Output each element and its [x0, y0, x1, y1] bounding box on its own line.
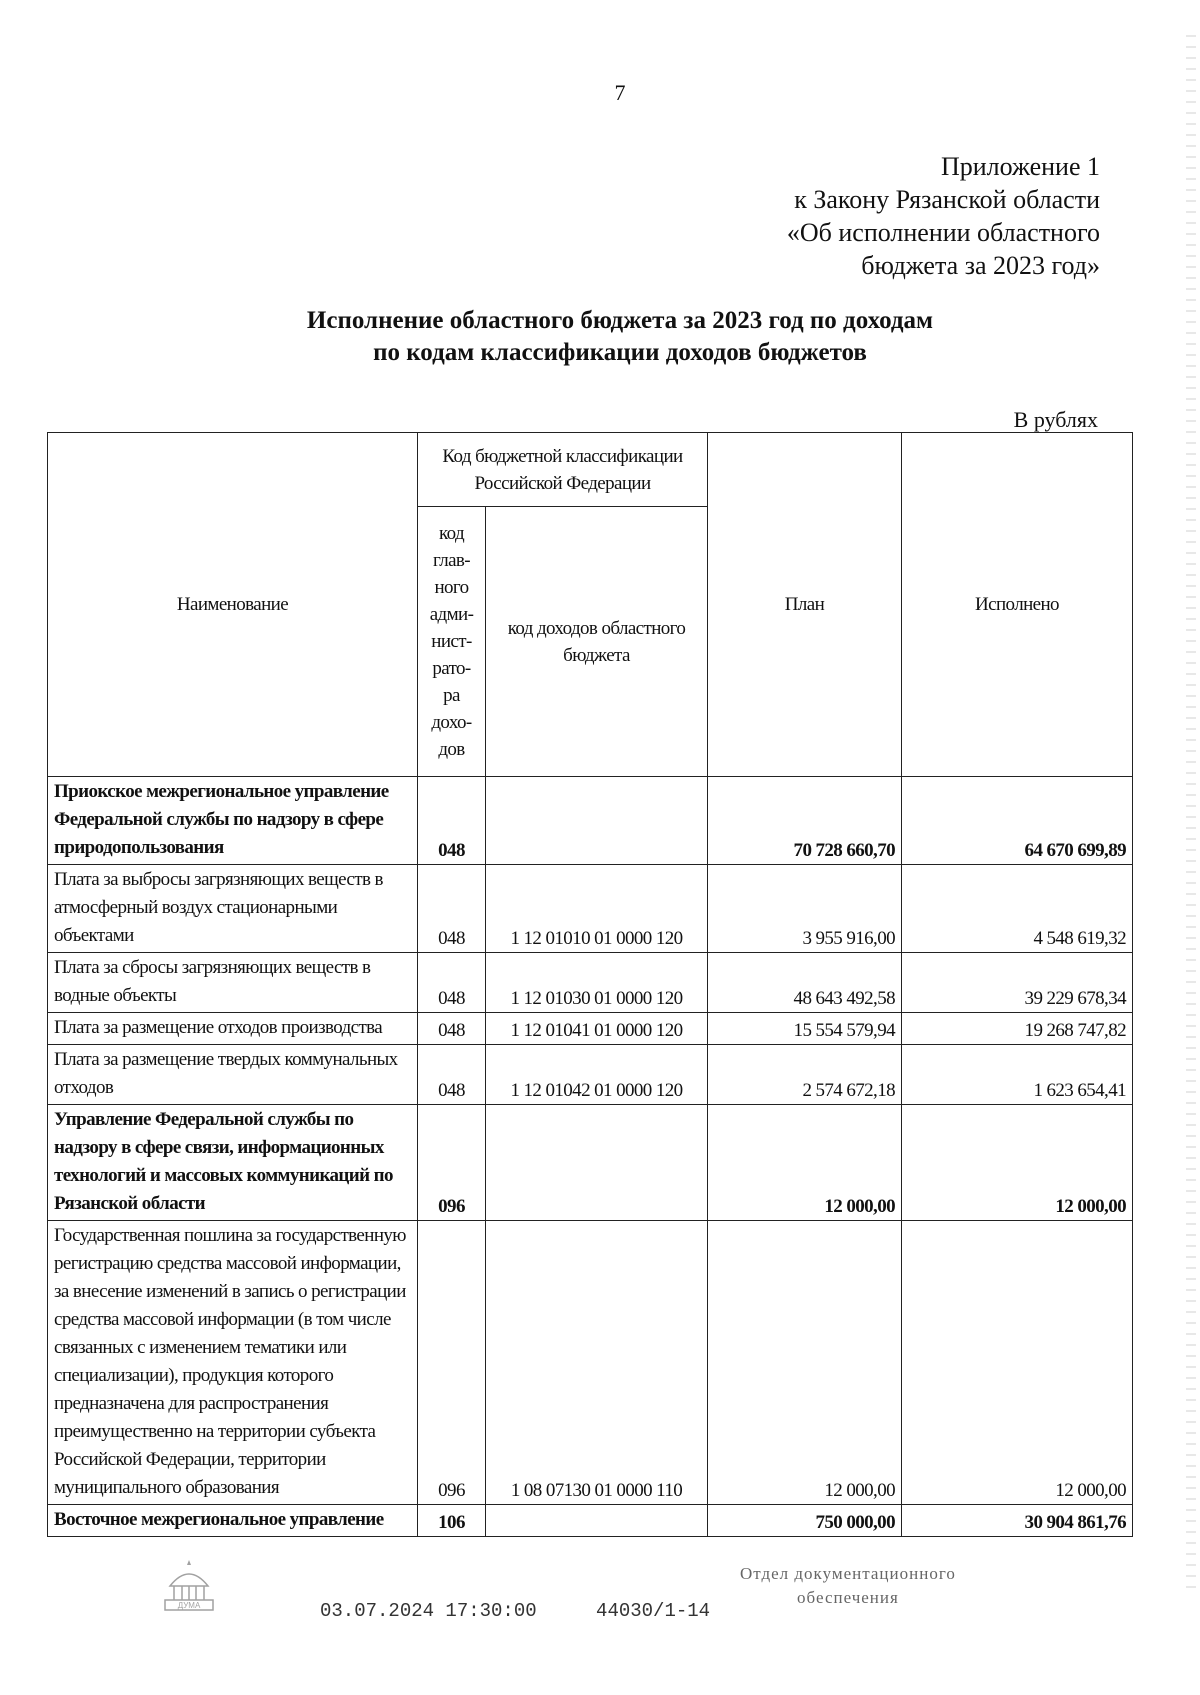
appendix-line: к Закону Рязанской области — [794, 185, 1100, 214]
title-line: по кодам классификации доходов бюджетов — [373, 339, 867, 366]
cell-revenue-code: 1 12 01041 01 0000 120 — [486, 1013, 708, 1045]
cell-revenue-code: 1 12 01042 01 0000 120 — [486, 1045, 708, 1105]
cell-admin-code: 048 — [418, 1045, 486, 1105]
cell-admin-code: 048 — [418, 1013, 486, 1045]
cell-admin-code: 048 — [418, 865, 486, 953]
header-admin-code: код глав- ного адми- нист- рато- ра дохо- дов — [418, 507, 486, 777]
cell-admin-code: 096 — [418, 1105, 486, 1221]
cell-name: Плата за сбросы загрязняющих веществ в водные объекты — [48, 953, 418, 1013]
cell-name: Приокское межрегиональное управление Федеральной службы по надзору в сфере природопользования — [48, 777, 418, 865]
cell-executed: 64 670 699,89 — [902, 777, 1133, 865]
cell-revenue-code: 1 08 07130 01 0000 110 — [486, 1221, 708, 1505]
budget-table — [47, 432, 1133, 1537]
document-title — [0, 305, 1200, 369]
cell-name: Восточное межрегиональное управление — [48, 1505, 418, 1537]
header-code-group: Код бюджетной классификации Российской Федерации — [418, 433, 708, 507]
cell-plan: 750 000,00 — [708, 1505, 902, 1537]
cell-plan: 48 643 492,58 — [708, 953, 902, 1013]
cell-name: Государственная пошлина за государственную регистрацию средства массовой информации, за внесение изменений в запись о регистрации средства массовой информации (в том числе связанных с изменением тематики или специализации), продукция которого предназначена для распространения преимущественно на территории субъекта Российской Федерации, территории муниципального образования — [48, 1221, 418, 1505]
seal-text: ДУМА — [177, 1601, 201, 1610]
registration-stamp — [320, 1600, 710, 1622]
units-label: В рублях — [1013, 407, 1098, 432]
appendix-line: «Об исполнении областного — [786, 218, 1100, 247]
cell-executed: 12 000,00 — [902, 1221, 1133, 1505]
cell-name: Плата за размещение твердых коммунальных отходов — [48, 1045, 418, 1105]
cell-name: Управление Федеральной службы по надзору в сфере связи, информационных технологий и массовых коммуникаций по Рязанской области — [48, 1105, 418, 1221]
header-name: Наименование — [48, 433, 418, 777]
cell-admin-code: 096 — [418, 1221, 486, 1505]
cell-executed: 39 229 678,34 — [902, 953, 1133, 1013]
cell-name: Плата за выбросы загрязняющих веществ в атмосферный воздух стационарными объектами — [48, 865, 418, 953]
cell-admin-code: 048 — [418, 953, 486, 1013]
cell-admin-code: 106 — [418, 1505, 486, 1537]
scan-edge-artifact — [1186, 30, 1196, 1590]
duma-seal-icon — [160, 1556, 218, 1612]
cell-executed: 4 548 619,32 — [902, 865, 1133, 953]
table-row — [48, 777, 1133, 865]
table-row — [48, 865, 1133, 953]
cell-revenue-code: 1 12 01030 01 0000 120 — [486, 953, 708, 1013]
cell-executed: 12 000,00 — [902, 1105, 1133, 1221]
stamp-reg-number: 44030/1-14 — [596, 1600, 711, 1622]
table-row — [48, 1221, 1133, 1505]
cell-revenue-code — [486, 1105, 708, 1221]
table-row — [48, 1045, 1133, 1105]
header-executed: Исполнено — [902, 433, 1133, 777]
header-plan: План — [708, 433, 902, 777]
dept-line: Отдел документационного — [740, 1564, 956, 1583]
title-line: Исполнение областного бюджета за 2023 год по доходам — [306, 307, 934, 334]
table-row — [48, 1105, 1133, 1221]
cell-plan: 2 574 672,18 — [708, 1045, 902, 1105]
cell-executed: 30 904 861,76 — [902, 1505, 1133, 1537]
cell-executed: 19 268 747,82 — [902, 1013, 1133, 1045]
cell-name: Плата за размещение отходов производства — [48, 1013, 418, 1045]
cell-plan: 70 728 660,70 — [708, 777, 902, 865]
cell-plan: 3 955 916,00 — [708, 865, 902, 953]
cell-plan: 12 000,00 — [708, 1105, 902, 1221]
department-stamp — [740, 1562, 956, 1610]
table-row — [48, 1505, 1133, 1537]
cell-plan: 15 554 579,94 — [708, 1013, 902, 1045]
table-row — [48, 953, 1133, 1013]
appendix-line: Приложение 1 — [940, 152, 1100, 181]
header-revenue-code: код доходов областного бюджета — [486, 507, 708, 777]
cell-revenue-code — [486, 1505, 708, 1537]
cell-executed: 1 623 654,41 — [902, 1045, 1133, 1105]
cell-revenue-code: 1 12 01010 01 0000 120 — [486, 865, 708, 953]
cell-revenue-code — [486, 777, 708, 865]
appendix-line: бюджета за 2023 год» — [861, 251, 1100, 280]
cell-admin-code: 048 — [418, 777, 486, 865]
cell-plan: 12 000,00 — [708, 1221, 902, 1505]
appendix-header — [787, 150, 1100, 282]
table-row — [48, 1013, 1133, 1045]
stamp-timestamp: 03.07.2024 17:30:00 — [320, 1600, 537, 1622]
dept-line: обеспечения — [797, 1588, 899, 1607]
page-number: 7 — [614, 80, 626, 105]
